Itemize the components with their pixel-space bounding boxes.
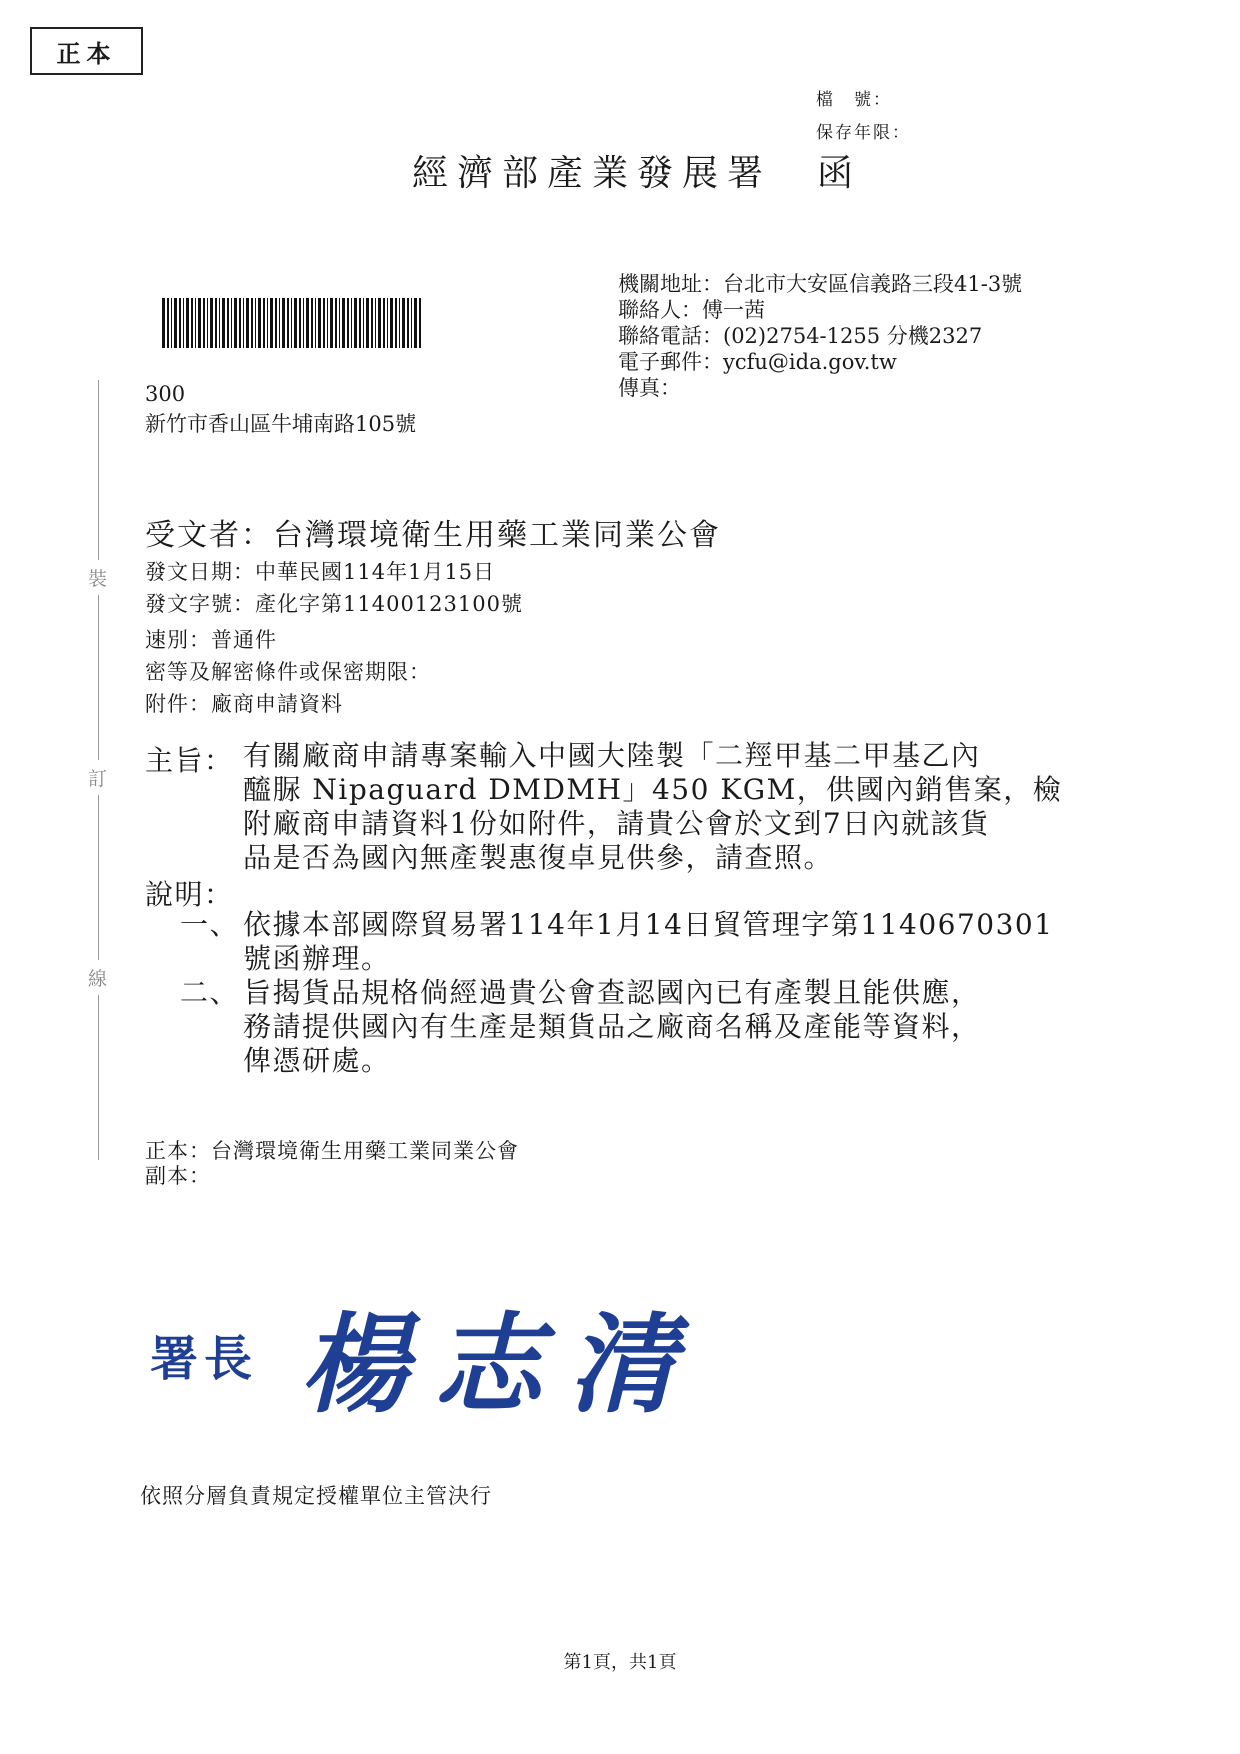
contact-person: 聯絡人：傅一茜 — [618, 298, 765, 322]
copy-recipient: 副本： — [145, 1164, 211, 1188]
explanation-item-number: 一、 — [180, 908, 240, 941]
barcode — [162, 298, 424, 348]
subject-label: 主旨： — [145, 744, 234, 777]
explanation-item-number: 二、 — [180, 976, 240, 1009]
contact-phone: 聯絡電話：(02)2754-1255 分機2327 — [618, 324, 983, 348]
delegation-note: 依照分層負責規定授權單位主管決行 — [140, 1484, 492, 1508]
signature-name: 楊志清 — [300, 1302, 703, 1428]
page-number: 第1頁，共1頁 — [563, 1652, 677, 1673]
binding-mark: 訂 — [88, 760, 107, 795]
contact-fax: 傳真： — [618, 376, 681, 400]
delivery-speed: 速別：普通件 — [145, 628, 277, 652]
recipient: 受文者：台灣環境衛生用藥工業同業公會 — [145, 518, 721, 553]
postal-code: 300 — [145, 382, 186, 406]
agency-address: 機關地址：台北市大安區信義路三段41-3號 — [618, 272, 1023, 296]
explanation-line: 依據本部國際貿易署114年1月14日貿管理字第1140670301 — [243, 908, 1054, 941]
retention-period-label: 保存年限： — [816, 123, 911, 143]
attachment: 附件：廠商申請資料 — [145, 692, 343, 716]
explanation-line: 務請提供國內有生產是類貨品之廠商名稱及產能等資料， — [243, 1010, 981, 1043]
secrecy-level: 密等及解密條件或保密期限： — [145, 660, 431, 684]
file-number-label: 檔 號： — [816, 90, 892, 110]
mailing-address: 新竹市香山區牛埔南路105號 — [145, 412, 417, 436]
subject-line: 醯脲 Nipaguard DMDMH」450 KGM，供國內銷售案，檢 — [243, 773, 1063, 806]
subject-line: 附廠商申請資料1份如附件，請貴公會於文到7日內就該貨 — [243, 807, 990, 840]
issue-date: 發文日期：中華民國114年1月15日 — [145, 560, 496, 584]
subject-line: 有關廠商申請專案輸入中國大陸製「二羥甲基二甲基乙內 — [243, 739, 981, 772]
explanation-line: 旨揭貨品規格倘經過貴公會查認國內已有產製且能供應， — [243, 976, 981, 1009]
contact-email: 電子郵件：ycfu@ida.gov.tw — [618, 350, 897, 374]
explanation-line: 俾憑研處。 — [243, 1044, 391, 1077]
original-recipient: 正本：台灣環境衛生用藥工業同業公會 — [145, 1139, 519, 1163]
signature-title: 署長 — [150, 1331, 259, 1387]
subject-line: 品是否為國內無產製惠復卓見供參，請查照。 — [243, 841, 834, 874]
explanation-label: 說明： — [145, 878, 234, 911]
document-title: 經濟部產業發展署 函 — [412, 153, 863, 194]
document-number: 發文字號：產化字第11400123100號 — [145, 592, 523, 616]
original-copy-stamp: 正本 — [30, 27, 143, 75]
explanation-line: 號函辦理。 — [243, 942, 391, 975]
binding-mark: 裝 — [88, 560, 107, 595]
binding-mark: 線 — [88, 960, 107, 995]
